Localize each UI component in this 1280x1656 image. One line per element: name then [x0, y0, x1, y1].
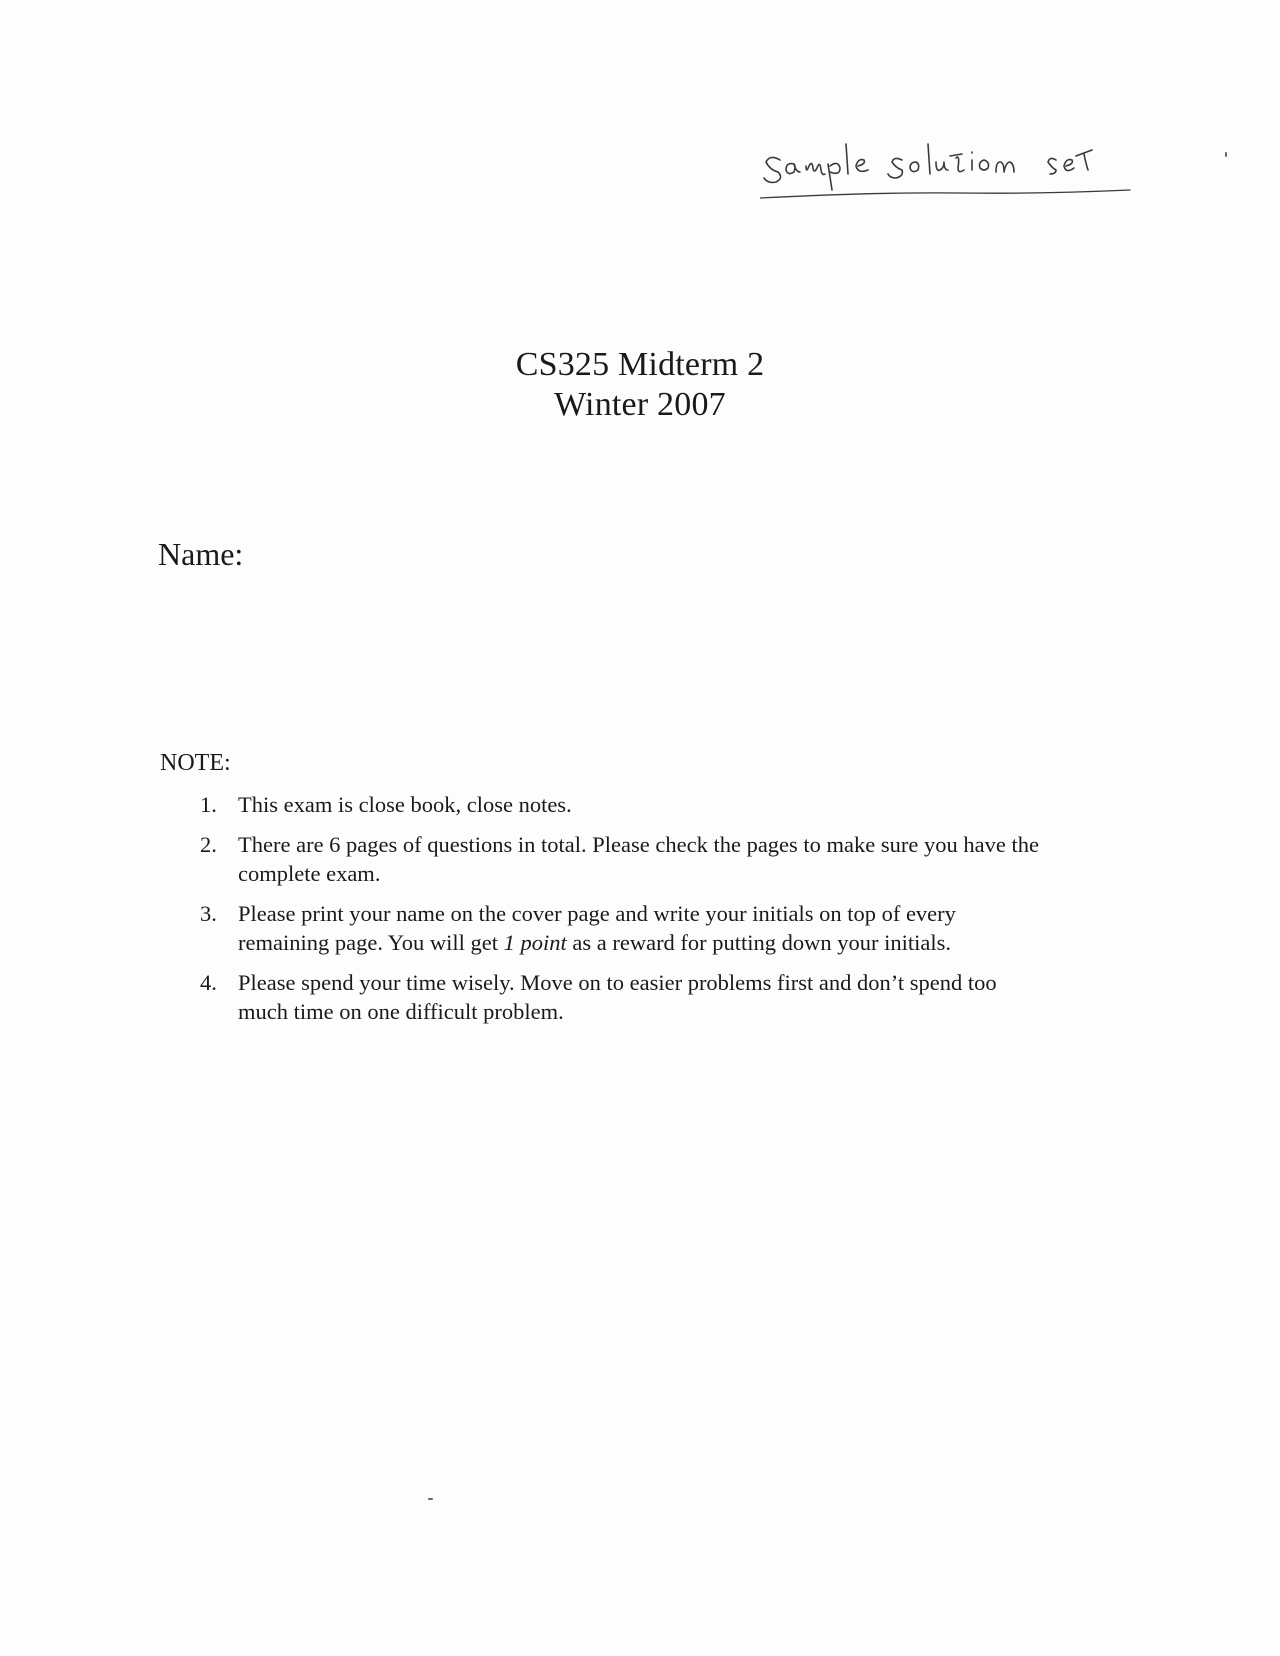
item-text: There are 6 pages of questions in total. Please check the pages to make sure you have the complete exam.	[238, 832, 1039, 886]
instruction-list	[200, 790, 1050, 1037]
name-label: Name:	[158, 536, 244, 572]
item-number: 4.	[200, 970, 217, 995]
course-midterm-title: CS325 Midterm 2	[515, 346, 765, 383]
list-item	[200, 830, 1050, 888]
handwritten-annotation	[760, 130, 1140, 210]
list-item	[200, 899, 1050, 957]
list-item	[200, 790, 1050, 819]
item-text-before: Please print your name on the cover page and write your initials on top of every remaining page. You will get	[238, 901, 956, 955]
item-number: 1.	[200, 792, 217, 817]
item-text-after: as a reward for putting down your initials.	[566, 930, 952, 955]
term-title: Winter 2007	[554, 386, 726, 423]
item-text	[238, 899, 1050, 957]
list-item	[200, 968, 1050, 1026]
exam-title	[0, 345, 1280, 425]
item-number: 3.	[200, 901, 217, 926]
item-text: This exam is close book, close notes.	[238, 792, 572, 817]
handwritten-sample-solution-set-scribble	[760, 130, 1140, 210]
scan-speck	[1225, 152, 1227, 157]
note-heading: NOTE:	[160, 750, 231, 776]
scan-speck	[428, 1498, 433, 1500]
item-text-emphasis: 1 point	[503, 930, 567, 955]
item-text: Please spend your time wisely. Move on to easier problems first and don’t spend too much time on one difficult problem.	[238, 970, 997, 1024]
item-number: 2.	[200, 832, 217, 857]
